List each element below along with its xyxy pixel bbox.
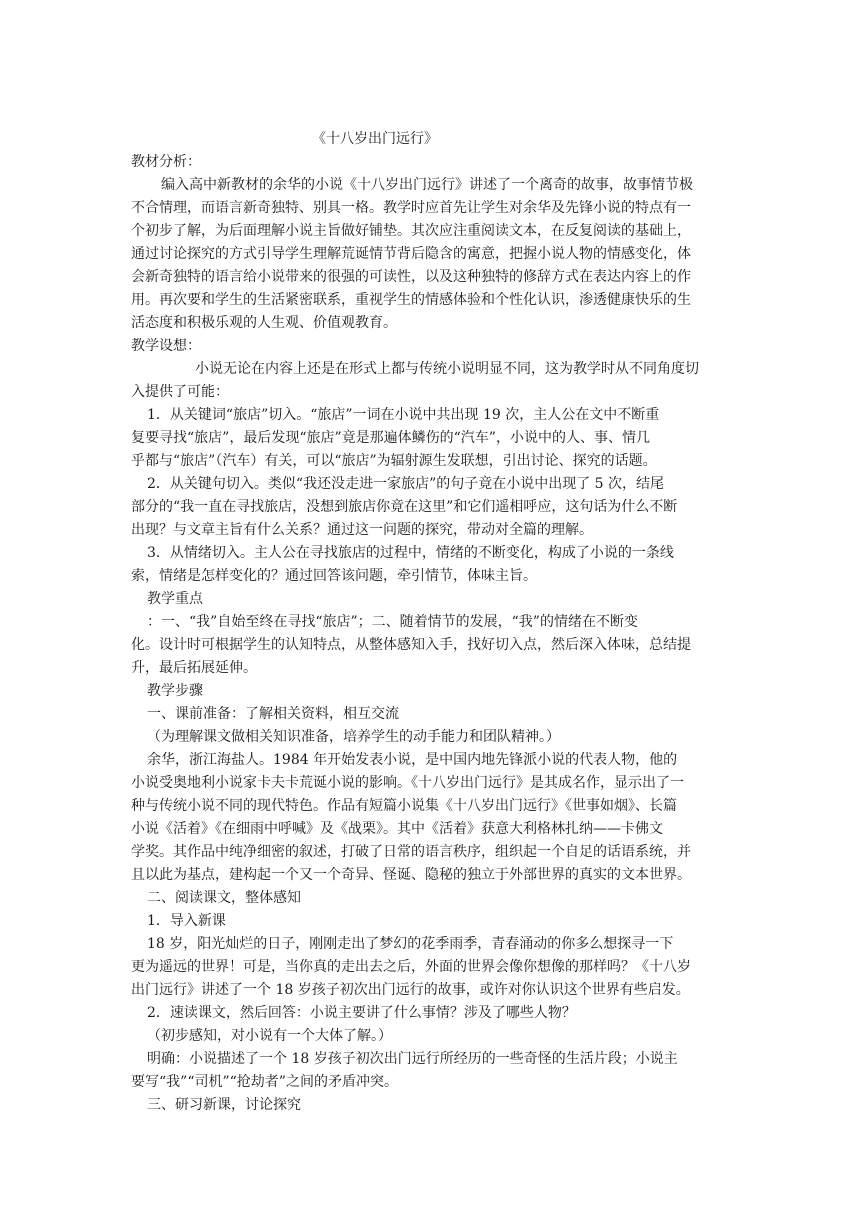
paragraph-line: 升，最后拓展延伸。 [131,660,257,676]
list-item-line: 2．从关键句切入。类似“我还没走进一家旅店”的句子竟在小说中出现了 5 次，结尾 [147,476,665,492]
list-item-line: 出现？与文章主旨有什么关系？通过这一问题的探究，带动对全篇的理解。 [131,522,593,538]
list-item-line: 乎都与“旅店”（汽车）有关，可以“旅店”为辐射源生发联想，引出讨论、探究的话题。 [131,453,657,469]
paragraph-line: 更为遥远的世界！可是，当你真的走出去之后，外面的世界会像你想像的那样吗？《十八岁 [131,959,691,975]
paragraph-line: 余华，浙江海盐人。1984 年开始发表小说，是中国内地先锋派小说的代表人物，他的 [147,752,678,768]
paragraph-line: 18 岁，阳光灿烂的日子，刚刚走出了梦幻的花季雨季，青春涌动的你多么想探寻一下 [147,936,674,952]
subheading: 二、阅读课文，整体感知 [147,890,301,906]
subheading: 1．导入新课 [147,913,226,929]
paragraph-line: 个初步了解，为后面理解小说主旨做好铺垫。其次应注重阅读文本，在反复阅读的基础上， [131,223,691,239]
paragraph-line: 会新奇独特的语言给小说带来的很强的可读性，以及这种独特的修辞方式在表达内容上的作 [131,269,691,285]
list-item-line: 索，情绪是怎样变化的？通过回答该问题，牵引情节，体味主旨。 [131,568,537,584]
document-title: 《十八岁出门远行》 [312,131,438,147]
subheading: 一、课前准备：了解相关资料，相互交流 [147,706,399,722]
paragraph-line: ：一、“我”自始至终在寻找“旅店”；二、随着情节的发展，“我”的情绪在不断变 [147,614,638,630]
paragraph-line: 小说无论在内容上还是在形式上都与传统小说明显不同，这为教学时从不同角度切 [195,361,699,377]
paragraph-line: 化。设计时可根据学生的认知特点，从整体感知入手，找好切入点，然后深入体味，总结提 [131,637,691,653]
list-item-line: 3．从情绪切入。主人公在寻找旅店的过程中，情绪的不断变化，构成了小说的一条线 [147,545,674,561]
paragraph-line: 明确：小说描述了一个 18 岁孩子初次出门远行所经历的一些奇怪的生活片段；小说主 [147,1051,678,1067]
section-heading-design: 教学设想： [131,338,201,354]
paragraph-line: 小说《活着》《在细雨中呼喊》及《战栗》。其中《活着》获意大利格林扎纳——卡佛文 [131,821,663,837]
subheading: 三、研习新课，讨论探究 [147,1097,301,1113]
paragraph-line: 通过讨论探究的方式引导学生理解荒诞情节背后隐含的寓意，把握小说人物的情感变化，体 [131,246,691,262]
list-item-line: 复要寻找“旅店”，最后发现“旅店”竟是那遍体鳞伤的“汽车”，小说中的人、事、情几 [131,430,650,446]
paragraph-line: 编入高中新教材的余华的小说《十八岁出门远行》讲述了一个离奇的故事，故事情节极 [161,177,693,193]
paragraph-line: （初步感知，对小说有一个大体了解。） [147,1028,392,1044]
paragraph-line: （为理解课文做相关知识准备，培养学生的动手能力和团队精神。） [147,729,560,745]
section-heading-steps: 教学步骤 [147,683,203,699]
paragraph-line: 出门远行》讲述了一个 18 岁孩子初次出门远行的故事，或许对你认识这个世界有些启发。 [131,982,690,998]
paragraph-line: 活态度和积极乐观的人生观、价值观教育。 [131,315,397,331]
list-item-line: 部分的“我一直在寻找旅店，没想到旅店你竟在这里”和它们遥相呼应，这句话为什么不断 [131,499,678,515]
paragraph-line: 且以此为基点，建构起一个又一个奇异、怪诞、隐秘的独立于外部世界的真实的文本世界。 [131,867,691,883]
paragraph-line: 用。再次要和学生的生活紧密联系，重视学生的情感体验和个性化认识，渗透健康快乐的生 [131,292,691,308]
paragraph-line: 2．速读课文，然后回答：小说主要讲了什么事情？涉及了哪些人物？ [147,1005,576,1021]
list-item-line: 1．从关键词“旅店”切入。“旅店”一词在小说中共出现 19 次，主人公在文中不断重 [147,407,660,423]
paragraph-line: 入提供了可能： [131,384,229,400]
section-heading-analysis: 教材分析： [131,154,201,170]
paragraph-line: 要写“我”“司机”“抢劫者”之间的矛盾冲突。 [131,1074,398,1090]
paragraph-line: 学奖。其作品中纯净细密的叙述，打破了日常的语言秩序，组织起一个自足的话语系统，并 [131,844,691,860]
paragraph-line: 小说受奥地利小说家卡夫卡荒诞小说的影响。《十八岁出门远行》是其成名作，显示出了一 [131,775,684,791]
section-heading-focus: 教学重点 [147,591,203,607]
paragraph-line: 不合情理，而语言新奇独特、别具一格。教学时应首先让学生对余华及先锋小说的特点有一 [131,200,691,216]
paragraph-line: 种与传统小说不同的现代特色。作品有短篇小说集《十八岁出门远行》《世事如烟》、长篇 [131,798,677,814]
